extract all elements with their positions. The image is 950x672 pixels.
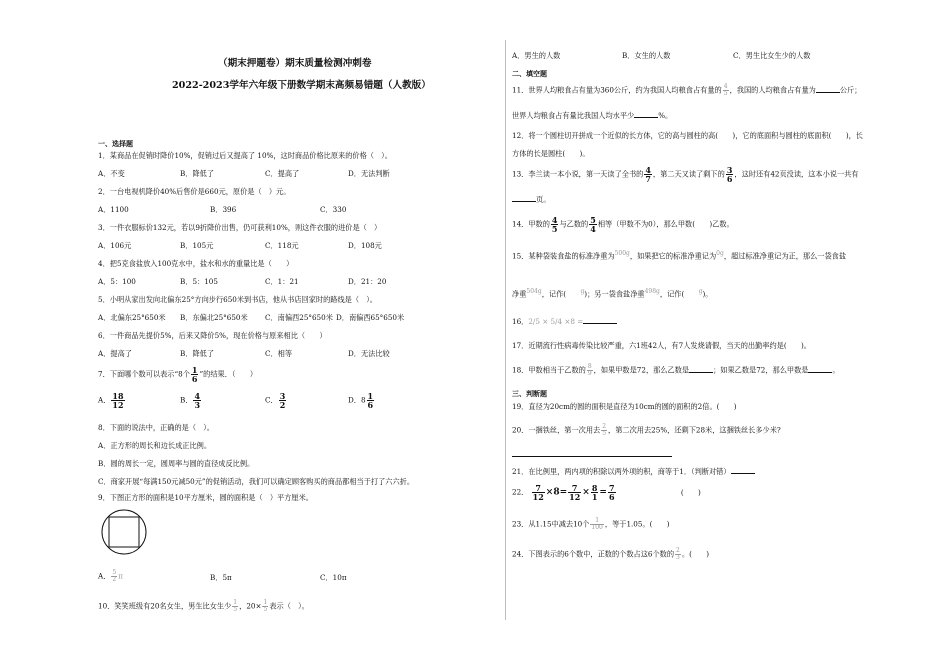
q3-option-b[interactable]: B．105元 — [180, 241, 214, 250]
question-22: 22． $\frac{7}{12}$ ×8= $\frac{7}{12}$ × $\frac{8}{1}$ = $\frac{7}{6}$ ( ) — [512, 483, 701, 502]
section-judge: 三、判断题 — [512, 389, 547, 398]
title-line-2: 2022-2023学年六年级下册数学期末高频易错题（人教版） — [172, 80, 431, 91]
q20-num: 2 — [602, 423, 607, 430]
q15-text-h: )。 — [702, 289, 713, 299]
q4-option-a[interactable]: A．5：100 — [98, 277, 136, 286]
q7b-den: 3 — [194, 400, 201, 410]
q20-den: 5 — [602, 430, 607, 437]
q9a-fraction — [111, 570, 117, 583]
q7d-fraction — [367, 392, 375, 409]
q14-text-a: 14．甲数的 — [512, 219, 550, 229]
q11-text-c: 公斤； — [839, 85, 862, 95]
section-choice: 一、选择题 — [98, 139, 133, 148]
q15-text-b: ，如果把它的标准净重记为 — [629, 251, 717, 261]
q18-den: 9 — [587, 370, 592, 377]
q7d-label: D．8 — [348, 395, 366, 405]
question-17: 17．近期流行性病毒传染比较严重，六1班42人，有7人发烧请假，当天的出勤率约是( )。 — [512, 341, 811, 350]
q5-option-c[interactable]: C．南偏西25°650米 — [265, 313, 333, 322]
q15-weight-504: 504g — [526, 288, 542, 295]
question-15 — [512, 250, 846, 261]
q9a-num: 5 — [112, 569, 117, 576]
q14-f1-den: 5 — [551, 224, 558, 234]
q13-f2-den: 6 — [726, 174, 733, 184]
question-11-cont — [512, 112, 672, 121]
q10-option-a[interactable]: A．男生的人数 — [512, 51, 561, 60]
q7a-den: 12 — [112, 400, 124, 410]
q23-num: 1 — [590, 518, 603, 525]
q20-text-a: 20．一捆铁丝，第一次用去 — [512, 425, 601, 435]
q10-f1-den: 5 — [233, 606, 238, 613]
q5-option-a[interactable]: A．北偏东25°650米 — [98, 313, 166, 322]
column-divider — [505, 40, 506, 620]
q7b-label: B． — [180, 395, 193, 405]
q7-option-d[interactable] — [348, 392, 375, 409]
q24-den: 3 — [676, 554, 680, 561]
question-3: 3．一件衣服标价132元，若以9折降价出售，仍可获利10%，则这件衣服的进价是（ ） — [98, 223, 382, 232]
q13-text-a: 13．李兰读一本小说，第一天读了全书的 — [512, 169, 644, 179]
q20-fraction — [601, 424, 607, 437]
q10-option-c[interactable]: C．男生比女生少的人数 — [733, 51, 811, 60]
q13-f1-den: 7 — [645, 174, 651, 184]
q22-frac-7-6: $\frac{7}{6}$ — [608, 483, 615, 502]
q10-text-a: 10．笑笑班级有20名女生，男生比女生少 — [98, 601, 232, 611]
q15-weight-0: 0g — [716, 250, 724, 257]
q18-text-c: ；如果乙数是72，那么甲数是 — [713, 365, 809, 375]
q18-num: 8 — [587, 363, 592, 370]
q4-option-d[interactable]: D．21：20 — [348, 277, 387, 286]
q3-option-d[interactable]: D．108元 — [348, 241, 382, 250]
q6-option-d[interactable]: D．无法比较 — [348, 349, 390, 358]
q18-blank-2[interactable] — [808, 367, 832, 373]
q24-text-b: 。( ) — [681, 549, 710, 559]
q15-unit-g1: g — [580, 288, 585, 295]
question-16 — [512, 318, 617, 327]
q15-unit-g2: g — [698, 288, 703, 295]
q5-option-d[interactable]: D．南偏西65°650米 — [336, 313, 405, 322]
q10-text-c: 表示（ ）。 — [269, 601, 309, 611]
q9-option-c[interactable]: C．10π — [320, 573, 347, 582]
q4-option-b[interactable]: B．5：105 — [180, 277, 218, 286]
q9-option-a[interactable] — [98, 570, 123, 583]
q7b-fraction — [193, 392, 201, 409]
q5-option-b[interactable]: B．东偏北25°650米 — [180, 313, 248, 322]
q1-option-b[interactable]: B．降低了 — [180, 169, 215, 178]
question-12: 12．将一个圆柱切开拼成一个近似的长方体，它的高与圆柱的高( )，它的底面积与圆柱的底面积( )，长 — [512, 131, 863, 140]
q7-text-a: 7．下面哪个数可以表示“8个 — [98, 369, 190, 379]
q23-text-a: 23．从1.15中减去10个 — [512, 519, 590, 529]
q2-option-c[interactable]: C．330 — [320, 205, 347, 214]
q22-frac-8-1: $\frac{8}{1}$ — [591, 483, 598, 502]
q7c-label: C． — [265, 395, 278, 405]
q11-text-d: 世界人均粮食占有量比我国人均水平少 — [512, 111, 635, 120]
question-14 — [512, 216, 734, 233]
q7a-label: A． — [98, 395, 111, 405]
q10-f2-num: 1 — [263, 599, 268, 606]
question-2: 2．一台电视机降价40%后售价是660元，原价是（ ）元。 — [98, 187, 291, 196]
q14-f2-den: 4 — [590, 224, 596, 234]
q22-paren: ( ) — [680, 487, 701, 497]
q23-fraction — [590, 518, 603, 531]
q13-text-c: ，这时还有42页没读，这本小说一共有 — [734, 169, 859, 179]
q7a-num: 18 — [112, 391, 124, 401]
q3-option-a[interactable]: A．106元 — [98, 241, 132, 250]
q11-den: 5 — [723, 90, 728, 97]
q18-text-b: ，如果甲数是72，那么乙数是 — [593, 365, 690, 375]
q11-text-b: ，我国的人均粮食占有量为 — [729, 85, 816, 95]
q16-label: 16． — [512, 317, 529, 326]
q2-option-b[interactable]: B．396 — [210, 205, 237, 214]
q15-text-a: 15．某种袋装食盐的标准净重为 — [512, 251, 615, 261]
q10-f1-num: 1 — [233, 599, 238, 606]
question-6: 6．一件商品先提价5%，后来又降价5%，现在价格与原来相比（ ） — [98, 331, 327, 340]
q14-f2-num: 5 — [590, 215, 596, 225]
question-24 — [512, 548, 709, 561]
question-7 — [98, 366, 257, 383]
q11-blank-1[interactable] — [816, 87, 840, 93]
question-21 — [512, 468, 755, 477]
q7-frac-den: 6 — [191, 374, 198, 384]
q11-num: 4 — [723, 83, 728, 90]
question-4: 4．把5克食盐放入100克水中，盐水和水的重量比是（ ） — [98, 259, 294, 268]
question-19: 19．直径为20cm的圆的面积是直径为10cm的圆的面积的2倍。( ) — [512, 402, 737, 411]
q13-text-d: 页。 — [536, 195, 551, 204]
q15-weight-500: 500g — [614, 250, 630, 257]
q7d-num: 1 — [367, 391, 374, 401]
q15-text-g: ，记作( — [659, 289, 699, 299]
q14-f1-num: 4 — [551, 215, 558, 225]
q18-text-a: 18．甲数相当于乙数的 — [512, 365, 586, 375]
q1-option-a[interactable]: A．不变 — [98, 169, 125, 178]
q8-option-c[interactable]: C．商家开展“每满150元减50元”的促销活动，我们可以确定顾客购买的商品都相当于打了六六折。 — [98, 477, 415, 486]
q7c-den: 2 — [279, 400, 286, 410]
q18-text-d: 。 — [832, 365, 840, 375]
q2-option-a[interactable]: A．1100 — [98, 205, 129, 214]
q1-option-c[interactable]: C．提高了 — [265, 169, 300, 178]
q13-fraction-1 — [644, 166, 652, 183]
q7c-num: 3 — [279, 391, 286, 401]
q7-option-a[interactable] — [98, 392, 126, 409]
q13-blank[interactable] — [512, 196, 536, 202]
q24-text-a: 24．下图表示的6个数中，正数的个数占这6个数的 — [512, 549, 675, 559]
q16-blank[interactable] — [583, 318, 617, 324]
q7b-num: 4 — [194, 391, 201, 401]
title-line-1: （期末押题卷）期末质量检测冲刺卷 — [218, 58, 372, 69]
q15-text-c: ，超过标准净重记为正，那么一袋食盐 — [723, 251, 847, 261]
q13-text-b: ，第二天又读了剩下的 — [652, 169, 725, 179]
question-10 — [98, 600, 309, 613]
q9a-den: 2 — [112, 576, 117, 583]
q7-option-b[interactable] — [180, 392, 202, 409]
q8-option-a[interactable]: A．正方形的周长和边长成正比例。 — [98, 441, 212, 450]
question-1: 1．某商品在促销时降价10%，促销过后又提高了 10%，这时商品价格比原来的价格（ ）。 — [98, 151, 392, 160]
q6-option-b[interactable]: B．降低了 — [180, 349, 215, 358]
square-circle-diagram — [100, 508, 148, 556]
question-11 — [512, 84, 861, 97]
question-20 — [512, 424, 781, 437]
q7-option-c[interactable] — [265, 392, 287, 409]
q22-frac-7-12: $\frac{7}{12}$ — [532, 483, 544, 502]
q7c-fraction — [279, 392, 287, 409]
q8-option-b[interactable]: B．圆的周长一定，圆周率与圆的直径成反比例。 — [98, 459, 255, 468]
q9a-label: A． — [98, 571, 111, 581]
q1-option-d[interactable]: D．无法判断 — [348, 169, 390, 178]
section-fill: 二、填空题 — [512, 69, 547, 78]
question-15-cont — [512, 288, 712, 299]
q13-f2-num: 3 — [726, 165, 733, 175]
q14-text-b: 与乙数的 — [559, 219, 589, 229]
question-13 — [512, 166, 859, 183]
q7-frac-num: 1 — [191, 365, 198, 375]
q15-weight-498: 498g — [644, 288, 660, 295]
q21-blank[interactable] — [731, 468, 755, 474]
q11-fraction — [723, 84, 729, 97]
q6-option-c[interactable]: C．相等 — [265, 349, 293, 358]
q13-f1-num: 4 — [645, 165, 651, 175]
q7a-fraction — [111, 392, 124, 409]
q15-text-e: ，记作( — [541, 289, 581, 299]
q23-den: 100 — [591, 524, 603, 531]
q24-num: 2 — [676, 547, 680, 554]
q11-text-e: %。 — [658, 111, 673, 120]
q20-text-b: ，第二次用去25%，还剩下28米，这捆铁丝长多少米? — [608, 425, 781, 435]
diagram-square — [109, 517, 139, 547]
question-18 — [512, 364, 840, 377]
q9-option-b[interactable]: B．5π — [210, 573, 232, 582]
q16-expression: 2/5 × 5/4 ×8 = — [528, 317, 584, 326]
q10-text-b: ，20× — [239, 601, 262, 611]
q14-fraction-2 — [589, 216, 597, 233]
question-12-cont: 方体的长是圆柱( )。 — [512, 149, 590, 158]
question-9: 9．下图正方形的面积是10平方厘米，圆的面积是（ ）平方厘米。 — [98, 493, 313, 502]
q13-fraction-2 — [726, 166, 734, 183]
q10-option-b[interactable]: B．女生的人数 — [622, 51, 671, 60]
question-13-cont — [512, 196, 550, 205]
question-8: 8．下面的说法中，正确的是（ ）。 — [98, 423, 214, 432]
q15-text-d: 净重 — [512, 289, 527, 299]
q15-text-f: )；另一袋食盐净重 — [584, 289, 645, 299]
q14-fraction-1 — [551, 216, 559, 233]
q22-label: 22． — [512, 487, 529, 497]
q11-text-a: 11．世界人均粮食占有量为360公斤，约为我国人均粮食占有量的 — [512, 85, 722, 95]
q23-text-b: ，等于1.05。( ) — [604, 519, 670, 529]
q7-fraction — [191, 366, 199, 383]
q24-fraction — [675, 548, 681, 561]
q3-option-c[interactable]: C．118元 — [265, 241, 299, 250]
q10-fraction-2 — [262, 600, 268, 613]
q9a-pi: π — [118, 571, 123, 581]
q22-frac-7-12b: $\frac{7}{12}$ — [569, 483, 581, 502]
q7-text-b: ”的结果．（ ） — [199, 369, 258, 379]
q7d-den: 6 — [367, 400, 374, 410]
q11-blank-2[interactable] — [634, 112, 658, 118]
q18-fraction — [587, 364, 593, 377]
q6-option-a[interactable]: A．提高了 — [98, 349, 132, 358]
question-23 — [512, 518, 670, 531]
q20-answer-line[interactable] — [512, 456, 672, 457]
q4-option-c[interactable]: C．1：21 — [265, 277, 299, 286]
q18-blank-1[interactable] — [689, 367, 713, 373]
q14-text-c: 相等（甲数不为0），那么甲数( )乙数。 — [597, 219, 734, 229]
question-5: 5．小明从家出发向北偏东25°方向步行650米到书店，他从书店回家时的路线是（ ）。 — [98, 295, 377, 304]
q10-fraction-1 — [232, 600, 238, 613]
q21-text: 21．在比例里，两内项的积除以两外项的积，商等于1．（判断对错） — [512, 467, 731, 476]
q10-f2-den: 5 — [263, 606, 268, 613]
